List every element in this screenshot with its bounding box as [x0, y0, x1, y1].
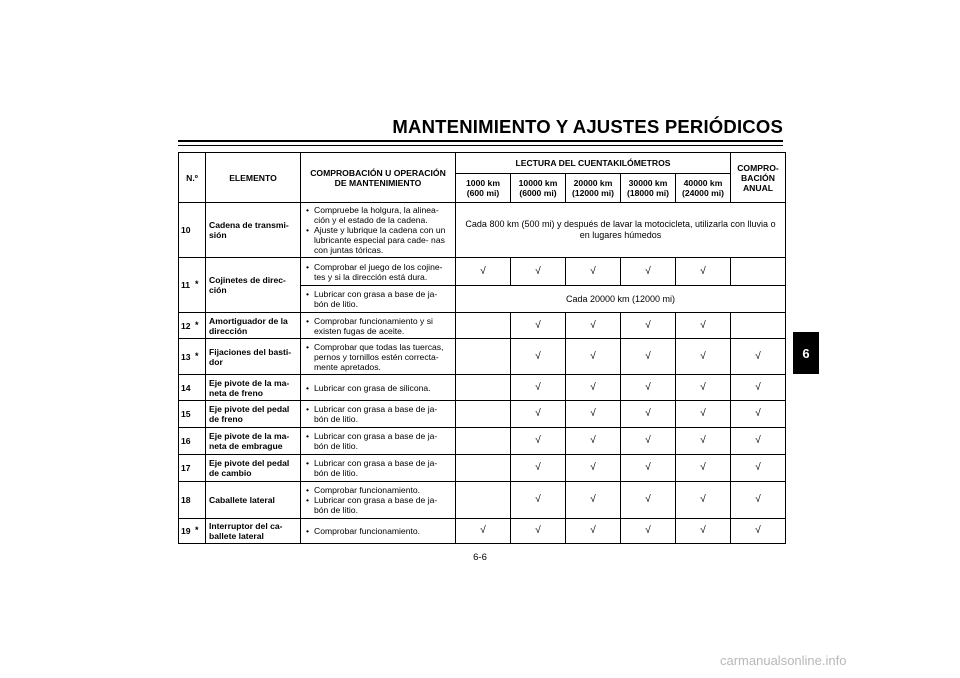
element-line: Amortiguador de la	[209, 315, 288, 326]
header-annual	[731, 153, 786, 203]
check-mark: √	[566, 258, 621, 286]
item-number: 15	[179, 401, 206, 428]
check-mark: √	[676, 519, 731, 544]
empty-cell	[456, 339, 511, 375]
page-title: MANTENIMIENTO Y AJUSTES PERIÓDICOS	[392, 116, 783, 137]
header-odo-km: 1000 km	[466, 178, 500, 188]
interval-text: Cada 800 km (500 mi) y después de lavar la motocicleta, utilizarla con lluvia o en lugares húmedos	[456, 203, 786, 258]
element-line: Eje pivote del pedal	[209, 458, 290, 468]
header-odo-3	[566, 174, 621, 203]
check-mark: √	[621, 258, 676, 286]
item-number: 10	[179, 203, 206, 258]
item-number	[179, 313, 206, 339]
table-row	[179, 519, 786, 544]
element-line: dirección	[209, 325, 248, 336]
element-line: sión	[209, 230, 227, 240]
operation-bullet: • Lubricar con grasa de silicona.	[304, 383, 452, 393]
table-row	[179, 375, 786, 401]
check-mark: √	[731, 401, 786, 428]
item-number-text: 19	[181, 526, 191, 536]
check-mark: √	[621, 519, 676, 544]
watermark: carmanualsonline.info	[720, 653, 847, 668]
item-element	[206, 455, 301, 482]
header-odo-5	[676, 174, 731, 203]
item-element	[206, 203, 301, 258]
check-mark: √	[676, 375, 731, 401]
empty-cell	[456, 482, 511, 519]
check-mark: √	[566, 455, 621, 482]
check-mark: √	[676, 482, 731, 519]
operation-bullet: • Lubricar con grasa a base de ja- bón de litio.	[304, 404, 452, 424]
check-mark: √	[566, 428, 621, 455]
star-mark: *	[195, 525, 199, 535]
element-line: Eje pivote del pedal	[209, 404, 290, 414]
operation-bullet: • Comprobar que todas las tuercas, pernos y tornillos estén correcta- mente apretados.	[304, 342, 452, 372]
check-mark: √	[566, 401, 621, 428]
element-line: de cambio	[209, 468, 252, 478]
item-number: 18	[179, 482, 206, 519]
check-mark: √	[511, 519, 566, 544]
header-odo-1	[456, 174, 511, 203]
element-line: Eje pivote de la ma-	[209, 377, 290, 388]
check-mark: √	[676, 428, 731, 455]
check-mark: √	[566, 482, 621, 519]
item-operation	[301, 428, 456, 455]
check-mark: √	[621, 401, 676, 428]
operation-bullet: • Lubricar con grasa a base de ja- bón de litio.	[304, 458, 452, 478]
item-number-text: 11	[181, 280, 191, 290]
check-mark: √	[511, 339, 566, 375]
header-annual-line2: BACIÓN	[741, 172, 775, 183]
empty-cell	[456, 428, 511, 455]
item-number	[179, 519, 206, 544]
item-element	[206, 313, 301, 339]
header-operation: COMPROBACIÓN U OPERACIÓN DE MANTENIMIENTO	[301, 153, 456, 203]
interval-text: Cada 20000 km (12000 mi)	[456, 286, 786, 313]
header-row	[179, 153, 786, 174]
header-annual-line3: ANUAL	[742, 182, 774, 193]
item-element	[206, 519, 301, 544]
check-mark: √	[731, 482, 786, 519]
operation-bullet: • Lubricar con grasa a base de ja- bón de litio.	[304, 495, 452, 515]
empty-cell	[456, 375, 511, 401]
star-mark: *	[195, 350, 199, 361]
title-rule-thin	[178, 145, 783, 146]
check-mark: √	[731, 375, 786, 401]
item-element	[206, 401, 301, 428]
item-element	[206, 258, 301, 313]
check-mark: √	[676, 401, 731, 428]
star-mark: *	[195, 319, 199, 330]
check-mark: √	[511, 258, 566, 286]
item-number-text: 12	[181, 320, 191, 331]
operation-bullet: • Comprobar el juego de los cojine- tes y si la dirección está dura.	[304, 262, 452, 282]
operation-bullet: • Compruebe la holgura, la alinea- ción y el estado de la cadena.	[304, 205, 452, 225]
item-element: Caballete lateral	[206, 482, 301, 519]
item-operation	[301, 203, 456, 258]
item-number: 16	[179, 428, 206, 455]
element-line: dor	[209, 356, 223, 367]
empty-cell	[731, 258, 786, 286]
check-mark: √	[456, 258, 511, 286]
empty-cell	[456, 455, 511, 482]
table-row	[179, 203, 786, 258]
check-mark: √	[511, 375, 566, 401]
check-mark: √	[621, 455, 676, 482]
element-line: Interruptor del ca-	[209, 521, 283, 531]
title-rule	[178, 140, 783, 142]
item-operation	[301, 482, 456, 519]
item-operation	[301, 286, 456, 313]
check-mark: √	[731, 519, 786, 544]
empty-cell	[456, 401, 511, 428]
item-element	[206, 339, 301, 375]
table-row	[179, 258, 786, 286]
table-row	[179, 313, 786, 339]
chapter-tab: 6	[793, 332, 819, 374]
item-operation	[301, 258, 456, 286]
item-number-text: 13	[181, 351, 191, 362]
element-line: neta de embrague	[209, 441, 283, 451]
check-mark: √	[676, 455, 731, 482]
check-mark: √	[566, 519, 621, 544]
check-mark: √	[731, 339, 786, 375]
element-line: Eje pivote de la ma-	[209, 431, 290, 441]
operation-bullet: • Lubricar con grasa a base de ja- bón de litio.	[304, 431, 452, 451]
item-number: 17	[179, 455, 206, 482]
check-mark: √	[511, 313, 566, 339]
item-operation	[301, 455, 456, 482]
header-odo-4	[621, 174, 676, 203]
element-line: ballete lateral	[209, 531, 264, 541]
star-mark: *	[195, 279, 199, 289]
item-number	[179, 339, 206, 375]
header-odo-mi: (18000 mi)	[626, 188, 670, 198]
header-odo-mi: (12000 mi)	[571, 188, 615, 198]
check-mark: √	[566, 339, 621, 375]
operation-bullet: • Comprobar funcionamiento.	[304, 485, 452, 495]
element-line: Fijaciones del basti-	[209, 346, 292, 357]
page-number: 6-6	[473, 552, 487, 563]
header-odo-km: 20000 km	[573, 178, 613, 188]
table-row	[179, 339, 786, 375]
header-odo-2	[511, 174, 566, 203]
element-line: de freno	[209, 414, 243, 424]
check-mark: √	[566, 313, 621, 339]
check-mark: √	[676, 339, 731, 375]
operation-bullet: • Lubricar con grasa a base de ja- bón de litio.	[304, 289, 452, 309]
table-row	[179, 401, 786, 428]
header-annual-line1: COMPRO-	[737, 162, 779, 173]
table-row	[179, 428, 786, 455]
operation-bullet: • Ajuste y lubrique la cadena con un lubricante especial para cade- nas con juntas tóricas.	[304, 225, 452, 255]
header-odometer: LECTURA DEL CUENTAKILÓMETROS	[456, 153, 731, 174]
check-mark: √	[676, 313, 731, 339]
table-row	[179, 455, 786, 482]
element-line: Cojinetes de direc-	[209, 275, 286, 285]
check-mark: √	[731, 428, 786, 455]
header-odo-mi: (6000 mi)	[519, 188, 557, 198]
check-mark: √	[621, 375, 676, 401]
check-mark: √	[621, 313, 676, 339]
check-mark: √	[566, 375, 621, 401]
check-mark: √	[511, 428, 566, 455]
header-odo-mi: (24000 mi)	[681, 188, 725, 198]
check-mark: √	[621, 482, 676, 519]
operation-bullet: • Comprobar funcionamiento y si existen fugas de aceite.	[304, 316, 452, 336]
empty-cell	[731, 313, 786, 339]
element-line: ción	[209, 285, 227, 295]
item-operation	[301, 339, 456, 375]
header-num: N.º	[179, 153, 206, 203]
element-line: Cadena de transmi-	[209, 220, 289, 230]
operation-bullet: • Comprobar funcionamiento.	[304, 526, 452, 536]
check-mark: √	[621, 339, 676, 375]
check-mark: √	[676, 258, 731, 286]
check-mark: √	[456, 519, 511, 544]
item-element	[206, 375, 301, 401]
item-operation	[301, 313, 456, 339]
item-operation	[301, 401, 456, 428]
check-mark: √	[621, 428, 676, 455]
check-mark: √	[511, 482, 566, 519]
item-element	[206, 428, 301, 455]
maintenance-table	[178, 152, 786, 544]
element-line: neta de freno	[209, 387, 263, 398]
table-row	[179, 482, 786, 519]
header-odo-mi: (600 mi)	[466, 188, 500, 198]
header-odo-km: 10000 km	[518, 178, 558, 188]
item-number: 14	[179, 375, 206, 401]
item-operation	[301, 519, 456, 544]
header-element: ELEMENTO	[206, 153, 301, 203]
empty-cell	[456, 313, 511, 339]
item-operation	[301, 375, 456, 401]
check-mark: √	[511, 401, 566, 428]
header-odo-km: 30000 km	[628, 178, 668, 188]
item-number	[179, 258, 206, 313]
check-mark: √	[731, 455, 786, 482]
header-odo-km: 40000 km	[683, 178, 723, 188]
check-mark: √	[511, 455, 566, 482]
